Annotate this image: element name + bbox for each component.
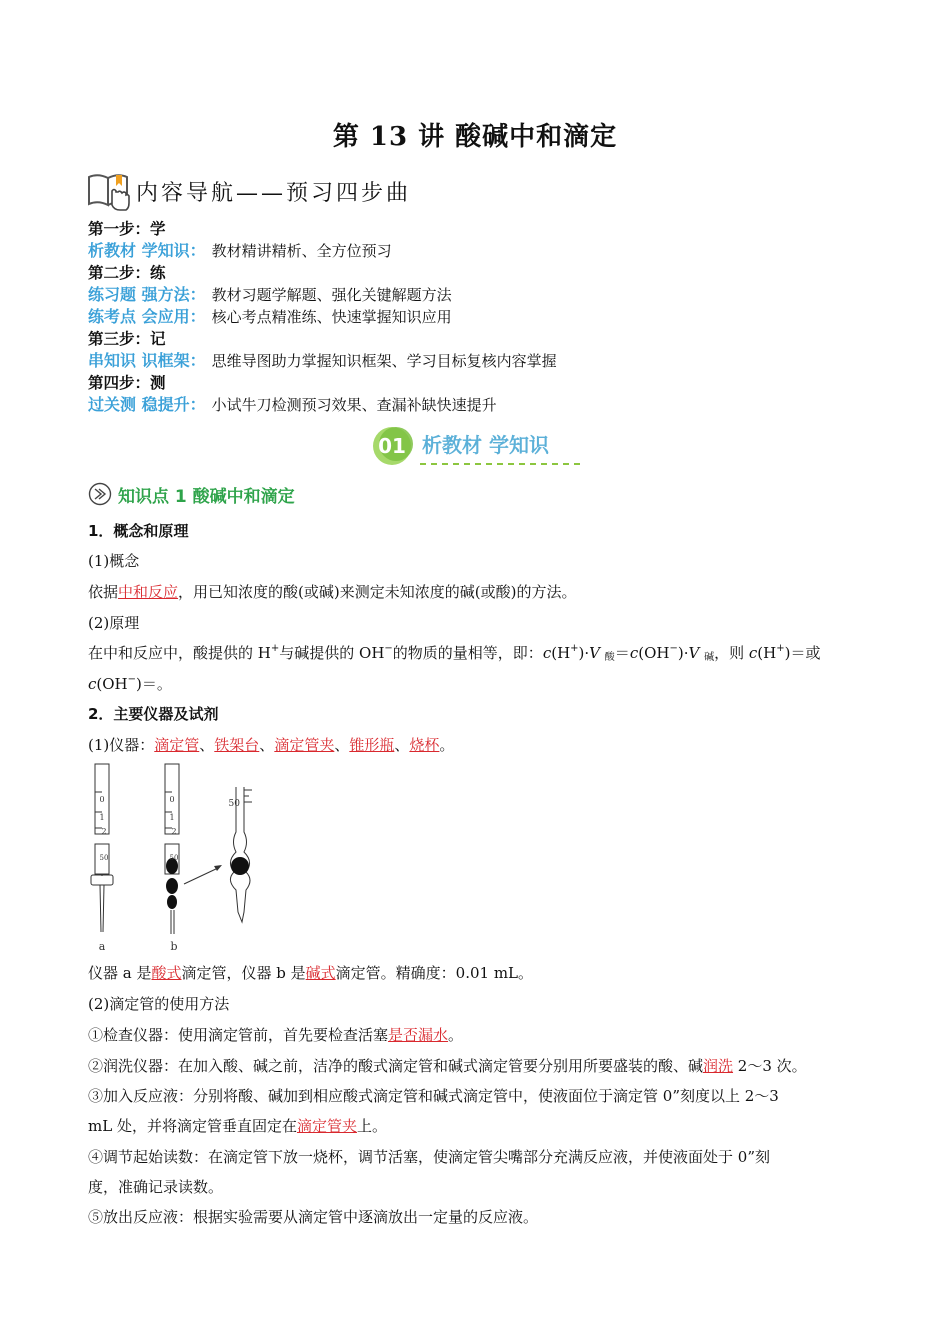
text: ②润洗仪器：在加入酸、碱之前，洁净的酸式滴定管和碱式滴定管要分别用所要盛装的酸、碱 [88, 1057, 704, 1075]
text: 与碱提供的 OH [279, 644, 385, 662]
nav-heading-text: 内容导航——预习四步曲 [136, 180, 412, 206]
step-heading-text: 第二步：练 [88, 264, 166, 282]
section-banner [370, 424, 582, 468]
concept-text [88, 581, 576, 602]
instruments-line [88, 734, 454, 755]
usage-step-3: ③加入反应液：分别将酸、碱加到相应酸式滴定管和碱式滴定管中，使液面位于滴定管 0”刻度以上 2～3 [88, 1087, 779, 1105]
tick-label: 50 [169, 854, 179, 862]
tick-label: 50 [99, 854, 109, 862]
text: ①检查仪器：使用滴定管前，首先要检查活塞 [88, 1026, 389, 1044]
text: 滴定管。精确度：0.01 mL。 [335, 964, 534, 982]
instrument-fill-blank: 滴定管 [154, 736, 200, 754]
concept-label: (1)概念 [88, 552, 140, 570]
text: ，用已知浓度的酸(或碱)来测定未知浓度的碱(或酸)的方法。 [178, 583, 577, 601]
tick-label: 2 [101, 827, 107, 836]
tick-label: 50 [228, 799, 240, 809]
instrument-fill-blank: 滴定管夹 [274, 736, 335, 754]
step-heading-text: 第三步：记 [88, 330, 166, 348]
step-heading [88, 262, 557, 284]
step-item-desc: 核心考点精准练、快速掌握知识应用 [211, 308, 452, 326]
book-hand-icon [86, 169, 132, 213]
step-item-desc: 教材习题学解题、强化关键解题方法 [211, 286, 452, 304]
fill-blank: 滴定管夹 [296, 1117, 357, 1135]
separator: 、 [199, 736, 215, 754]
step-heading [88, 328, 557, 350]
usage-label: (2)滴定管的使用方法 [88, 995, 230, 1013]
step-item-label: 练习题 强方法： [88, 285, 206, 304]
step-heading [88, 218, 557, 240]
step-item [88, 284, 557, 306]
usage-step-1 [88, 1024, 463, 1045]
steps-list [88, 218, 557, 416]
text: 或 [805, 644, 821, 662]
fill-blank: 是否漏水 [388, 1026, 449, 1044]
tick-label: 1 [99, 813, 105, 822]
knowledge-point-title: 知识点 1 酸碱中和滴定 [118, 486, 295, 507]
tick-label: 0 [169, 795, 175, 804]
step-item-label: 串知识 识框架： [88, 351, 206, 370]
usage-step-5: ⑤放出反应液：根据实验需要从滴定管中逐滴放出一定量的反应液。 [88, 1208, 539, 1226]
text: 。 [448, 1026, 464, 1044]
page-title: 第 13 讲 酸碱中和滴定 [332, 122, 618, 152]
tick-label: 2 [171, 827, 177, 836]
section-heading-concept: 1．概念和原理 [88, 522, 189, 540]
text: 的物质的量相等，即： [392, 644, 543, 662]
formula: c(H+)·V $_酸$＝c(OH−)·V $_碱$，则 c(H+)＝ [542, 643, 806, 663]
fill-blank: 润洗 [703, 1057, 734, 1075]
step-heading-text: 第一步：学 [88, 220, 166, 238]
separator: 、 [394, 736, 410, 754]
stopcock [91, 875, 113, 885]
instrument-fill-blank: 锥形瓶 [349, 736, 395, 754]
usage-step-2 [88, 1055, 807, 1076]
nav-heading [86, 168, 411, 214]
step-heading-text: 第四步：测 [88, 374, 166, 392]
text: 上。 [356, 1117, 387, 1135]
burette-figure [86, 762, 286, 956]
fill-blank: 碱式 [305, 964, 336, 982]
banner-text: 析教材 学知识 [422, 433, 549, 457]
fill-blank: 中和反应 [118, 583, 179, 601]
step-item-label: 析教材 学知识： [88, 241, 206, 260]
step-heading [88, 372, 557, 394]
instrument-fill-blank: 烧杯 [409, 736, 440, 754]
label-b: b [170, 940, 178, 953]
text: mL 处，并将滴定管垂直固定在 [88, 1117, 297, 1135]
usage-step-3-cont [88, 1115, 387, 1136]
knowledge-point-heading [88, 480, 295, 508]
step-item [88, 306, 557, 328]
step-item-desc: 小试牛刀检测预习效果、查漏补缺快速提升 [211, 396, 497, 414]
principle-text: 在中和反应中，酸提供的 H+与碱提供的 OH−的物质的量相等，即：c(H+)·V $_酸$＝c(OH−)·V $_碱$，则 c(H+)＝或 [88, 643, 821, 663]
instrument-desc [88, 962, 533, 983]
step-item-label: 过关测 稳提升： [88, 395, 206, 414]
section-heading-instruments: 2．主要仪器及试剂 [88, 705, 219, 723]
instrument-fill-blank: 铁架台 [214, 736, 260, 754]
text: 仪器 a 是 [88, 964, 152, 982]
text: 2～3 次。 [733, 1057, 807, 1075]
step-item [88, 240, 557, 262]
arrow-head [214, 865, 222, 871]
text: 滴定管，仪器 b 是 [181, 964, 306, 982]
banner-number: 01 [378, 434, 406, 458]
glass-bead-enlarged [231, 857, 249, 875]
chevron-circle-icon [88, 482, 112, 506]
usage-step-4-cont: 度，准确记录读数。 [88, 1178, 224, 1196]
fill-blank: 酸式 [151, 964, 182, 982]
text: ＝。 [141, 675, 172, 693]
separator: 、 [334, 736, 350, 754]
tick-label: 0 [99, 795, 105, 804]
step-item-desc: 教材精讲精析、全方位预习 [211, 242, 392, 260]
usage-step-4: ④调节起始读数：在滴定管下放一烧杯，调节活塞，使滴定管尖嘴部分充满反应液，并使液面处于 0”刻 [88, 1148, 770, 1166]
step-item-desc: 思维导图助力掌握知识框架、学习目标复核内容掌握 [211, 352, 557, 370]
principle-label: (2)原理 [88, 614, 140, 632]
separator: 、 [259, 736, 275, 754]
instruments-label: (1)仪器： [88, 736, 155, 754]
glass-bead [167, 879, 177, 889]
tick-label: 1 [169, 813, 175, 822]
text: 依据 [88, 583, 119, 601]
label-a: a [98, 940, 106, 953]
step-item [88, 394, 557, 416]
step-item [88, 350, 557, 372]
text: 在中和反应中，酸提供的 H [88, 644, 271, 662]
step-item-label: 练考点 会应用： [88, 307, 206, 326]
principle-text-cont: c(OH−)＝。 [88, 674, 172, 693]
text: 。 [439, 736, 455, 754]
